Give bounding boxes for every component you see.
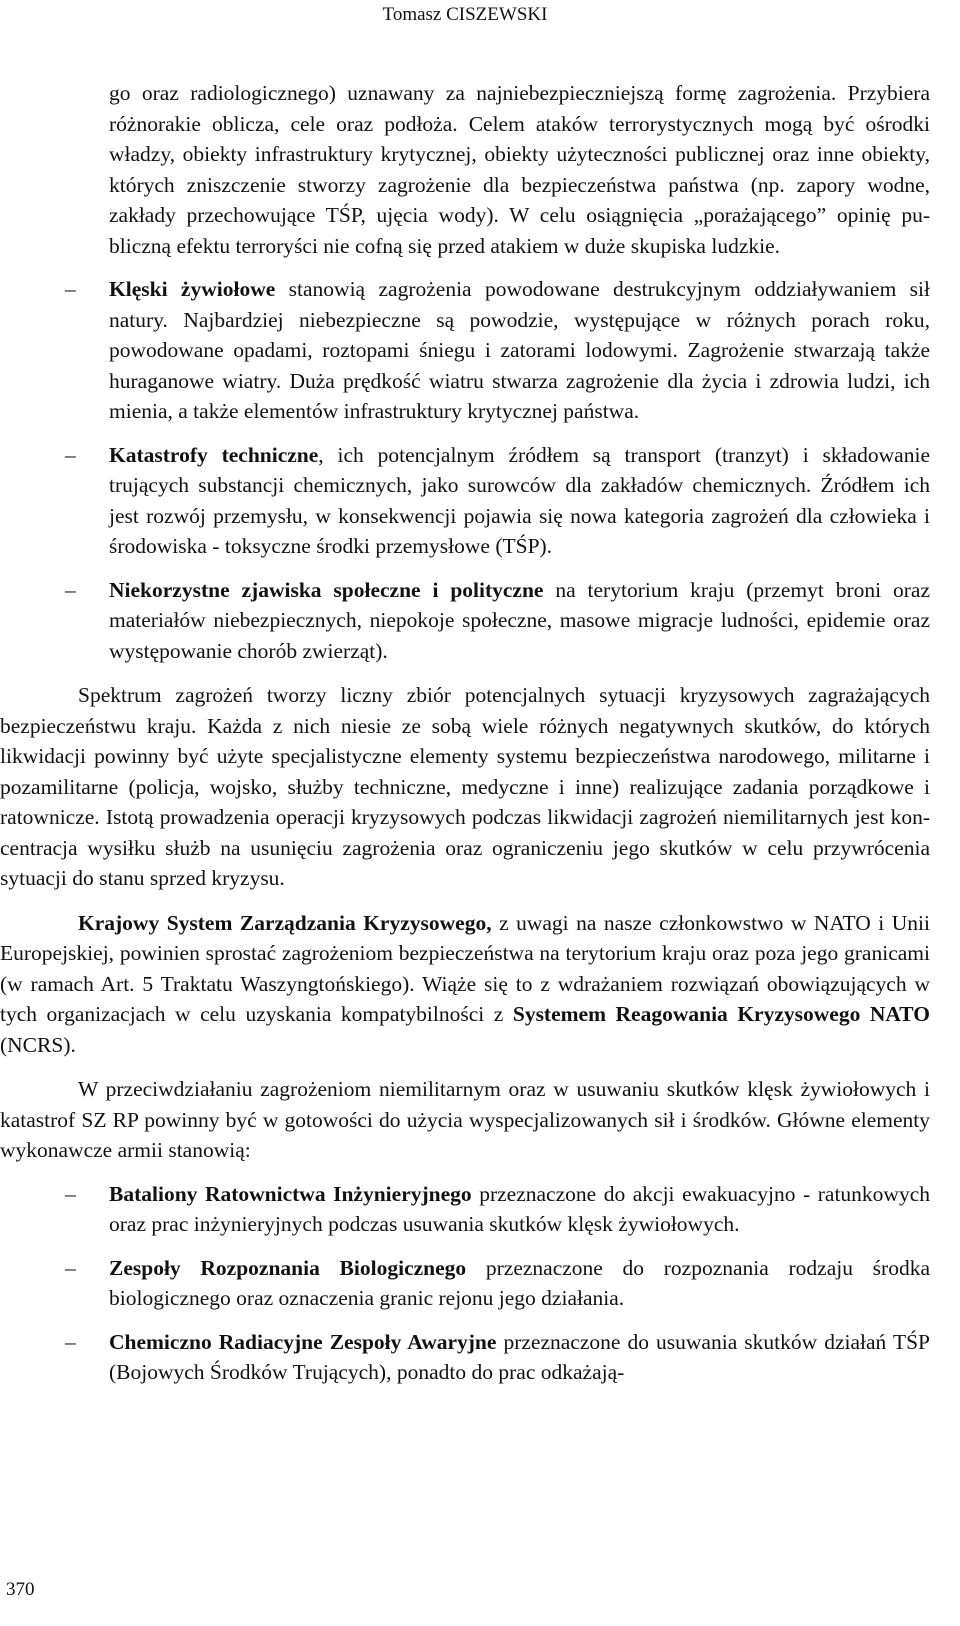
dash-bullet: – <box>65 277 76 301</box>
bold-term: Systemem Reagowania Kryzysowego NATO <box>512 1002 930 1026</box>
list-item-term: Klęski żywiołowe <box>109 277 276 301</box>
list-item-engineering-battalions <box>0 1179 930 1240</box>
list-item-term: Zespoły Rozpoznania Biologicznego <box>109 1255 467 1280</box>
list-item-biological-teams <box>0 1253 930 1314</box>
dash-bullet: – <box>65 442 76 467</box>
dash-bullet: – <box>65 1329 76 1354</box>
paragraph-text: (NCRS). <box>0 1032 76 1057</box>
paragraph-text: z uwagi na nasze członkowstwo w NATO i Unii Europejskiej, powinien sprostać zagrożeniom bezpieczeństwa na terytorium kraju oraz poza jego granicami (w ramach Art. 5 Traktatu Waszyngtońskiego). Wiąże się to z wdrażaniem rozwiązań obowiązujących w tych organizacjach w celu uzyskania kompatybilności z <box>0 910 930 1026</box>
list-item-natural-disasters <box>0 274 930 427</box>
dash-bullet: – <box>65 1181 76 1206</box>
list-item-text: na terytorium kraju (przemyt broni oraz materiałów niebezpiecznych, niepokoje społeczne, masowe migracje ludności, epidemie oraz występowanie chorób zwierząt). <box>109 577 930 663</box>
page-body <box>0 78 930 1388</box>
list-item-text: przeznaczone do akcji ewakuacyjno - ratunkowych oraz prac inżynieryjnych podczas usuwania skutków klęsk żywiołowych. <box>109 1181 930 1236</box>
dash-bullet: – <box>65 1255 76 1280</box>
bold-term: Krajowy System Zarządzania Kryzysowego, <box>78 910 492 935</box>
paragraph-terrorism-continued: go oraz radiologicznego) uznawany za najniebezpieczniejszą formę zagrożenia. Przybiera różnorakie oblicza, cele oraz podłoża. Celem ataków terrorystycznych mogą być ośrodki władzy, obiekty infrastruktury krytycznej, obiekty użyteczności publicznej oraz inne obiekty, których zniszczenie stworzy zagrożenie dla bezpieczeństwa państwa (np. zapory wodne, zakłady przechowujące TŚP, ujęcia wody). W celu osiągnięcia „porażającego” opinię publiczną efektu terroryści nie cofną się przed atakiem w duże skupiska ludzkie. <box>109 81 930 258</box>
list-item-text: , ich potencjalnym źródłem są transport (tranzyt) i składowanie trujących substancji chemicznych, jako surowców dla zakładów chemicznych. Źródłem ich jest rozwój przemysłu, w konsekwencji pojawia się nowa kategoria zagrożeń dla człowieka i środowiska - toksyczne środki przemysłowe (TŚP). <box>109 442 930 558</box>
page-number: 370 <box>6 1579 35 1600</box>
list-item-text: stanowią zagrożenia powodowane destrukcyjnym oddziaływaniem sił natury. Najbardziej niebezpieczne są powodzie, występujące w różnych porach roku, powodowane opadami, roztopami śniegu i zatorami lodowymi. Zagrożenie stwarzają także huraganowe wiatry. Duża prędkość wiatru stwarza zagrożenie dla życia i zdrowia ludzi, ich mienia, a także elementów infrastruktury krytycznej państwa. <box>109 277 930 423</box>
list-item-term: Bataliony Ratownictwa Inżynieryjnego <box>109 1181 472 1206</box>
list-item-term: Katastrofy techniczne <box>109 442 319 467</box>
paragraph-armed-forces: W przeciwdziałaniu zagrożeniom niemilitarnym oraz w usuwaniu skutków klęsk żywiołowych i katastrof SZ RP powinny być w gotowości do użycia wyspecjalizowanych sił i środków. Główne elementy wykonawcze armii stanowią: <box>0 1077 930 1162</box>
list-item-text: przeznaczone do usuwania skutków działań TŚP (Bojowych Środków Trujących), ponadto do prac odkażają- <box>109 1329 930 1384</box>
list-item-term: Chemiczno Radiacyjne Zespoły Awaryjne <box>109 1329 497 1354</box>
running-header: Tomasz CISZEWSKI <box>382 4 548 25</box>
paragraph-crisis-management-system <box>0 908 930 1061</box>
list-item-technical-disasters <box>0 440 930 562</box>
list-item-text: przeznaczone do rozpoznania rodzaju środka biologicznego oraz oznaczenia granic rejonu jego działania. <box>109 1255 930 1310</box>
dash-bullet: – <box>65 577 76 602</box>
list-item-chemical-teams <box>0 1327 930 1388</box>
list-item-term: Niekorzystne zjawiska społeczne i polityczne <box>109 577 544 602</box>
list-item-social-political <box>0 575 930 667</box>
paragraph-threat-spectrum: Spektrum zagrożeń tworzy liczny zbiór potencjalnych sytuacji kryzysowych zagrażających bezpieczeństwu kraju. Każda z nich niesie ze sobą wiele różnych negatywnych skutków, do których likwidacji powinny być użyte specjalistyczne elementy systemu bezpieczeństwa narodowego, militarne i pozamilitarne (policja, wojsko, służby techniczne, medyczne i inne) realizujące zadania porządkowe i ratownicze. Istotą prowadzenia operacji kryzysowych podczas likwidacji zagrożeń niemilitarnych jest koncentracja wysiłku służb na usunięciu zagrożenia oraz ograniczeniu jego skutków w celu przywrócenia sytuacji do stanu sprzed kryzysu. <box>0 683 930 890</box>
